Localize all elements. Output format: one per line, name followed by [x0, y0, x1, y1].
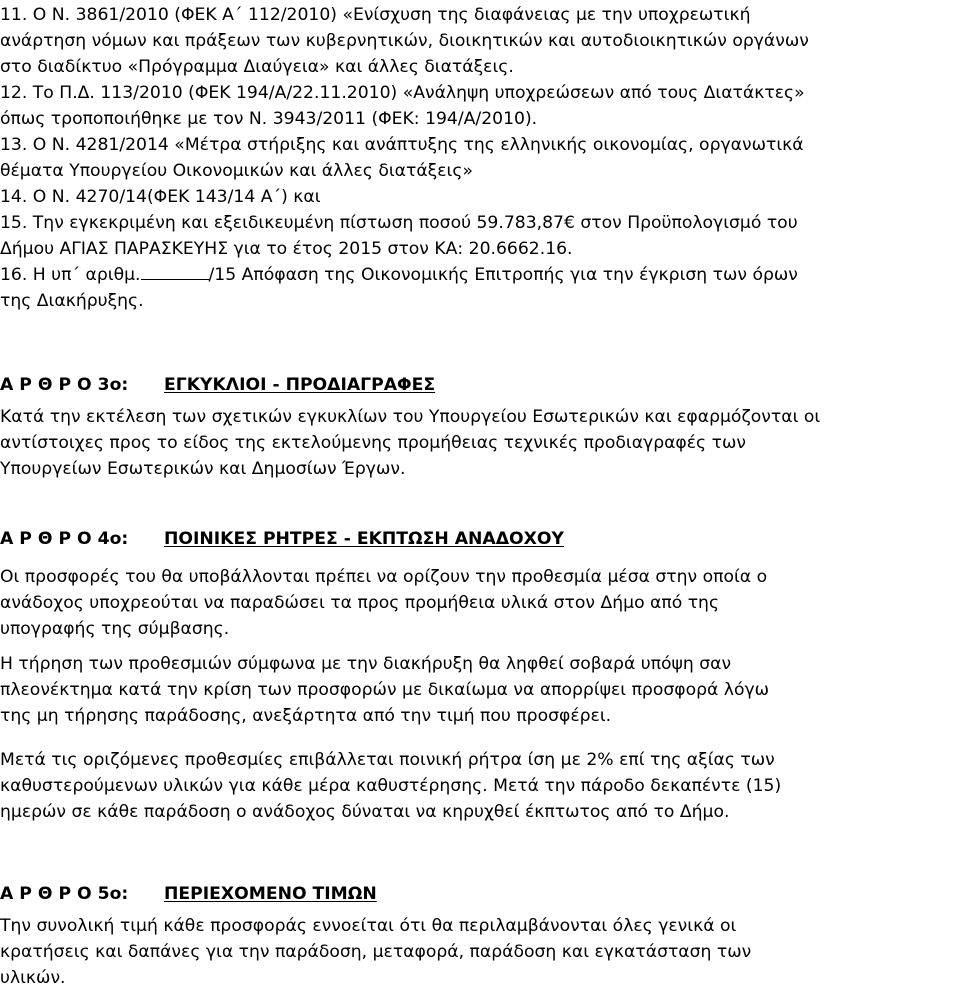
- article-4-para-3-line-2: καθυστερούμενων υλικών για κάθε μέρα καθυστέρησης. Μετά την πάροδο δεκαπέντε (15): [0, 776, 782, 796]
- article-5-text-line-1: Την συνολική τιμή κάθε προσφοράς εννοείται ότι θα περιλαμβάνονται όλες γενικά οι: [0, 916, 737, 936]
- list-item-11-line-1: 11. Ο Ν. 3861/2010 (ΦΕΚ Α΄ 112/2010) «Ενίσχυση της διαφάνειας με την υποχρεωτική: [0, 5, 751, 25]
- list-item-16-suffix: /15 Απόφαση της Οικονομικής Επιτροπής για την έγκριση των όρων: [208, 265, 798, 285]
- list-item-16-prefix: 16. Η υπ΄ αριθμ.: [0, 265, 141, 285]
- article-4-para-2-line-2: πλεονέκτημα κατά την κρίση των προσφορών με δικαίωμα να απορρίψει προσφορά λόγω: [0, 680, 770, 700]
- list-item-12-line-1: 12. Το Π.Δ. 113/2010 (ΦΕΚ 194/Α/22.11.2010) «Ανάληψη υποχρεώσεων από τους Διατάκτες»: [0, 83, 805, 103]
- blank-decision-number: [141, 265, 209, 280]
- list-item-12-line-2: όπως τροποποιήθηκε με τον Ν. 3943/2011 (ΦΕΚ: 194/Α/2010).: [0, 109, 538, 129]
- article-4-para-2-line-3: της μη τήρησης παράδοσης, ανεξάρτητα από την τιμή που προσφέρει.: [0, 706, 612, 726]
- article-3-text-line-3: Υπουργείων Εσωτερικών και Δημοσίων Έργων.: [0, 459, 406, 479]
- article-4-para-1-line-3: υπογραφής της σύμβασης.: [0, 619, 230, 639]
- article-4-para-2-line-1: Η τήρηση των προθεσμιών σύμφωνα με την διακήρυξη θα ληφθεί σοβαρά υπόψη σαν: [0, 654, 732, 674]
- article-4-para-1-line-1: Οι προσφορές του θα υποβάλλονται πρέπει να ορίζουν την προθεσμία μέσα στην οποία ο: [0, 567, 768, 587]
- list-item-13-line-1: 13. Ο Ν. 4281/2014 «Μέτρα στήριξης και ανάπτυξης της ελληνικής οικονομίας, οργανωτικά: [0, 135, 804, 155]
- article-4-title: ΠΟΙΝΙΚΕΣ ΡΗΤΡΕΣ - ΕΚΠΤΩΣΗ ΑΝΑΔΟΧΟΥ: [164, 529, 564, 549]
- list-item-15-line-2: Δήμου ΑΓΙΑΣ ΠΑΡΑΣΚΕΥΗΣ για το έτος 2015 στον ΚΑ: 20.6662.16.: [0, 239, 573, 259]
- list-item-14: 14. Ο Ν. 4270/14(ΦΕΚ 143/14 Α΄) και: [0, 187, 321, 207]
- list-item-16-line-2: της Διακήρυξης.: [0, 291, 144, 311]
- article-4-para-1-line-2: ανάδοχος υποχρεούται να παραδώσει τα προς προμήθεια υλικά στον Δήμο από της: [0, 593, 720, 613]
- article-5-heading: [0, 882, 377, 906]
- article-3-text-line-1: Κατά την εκτέλεση των σχετικών εγκυκλίων του Υπουργείου Εσωτερικών και εφαρμόζονται οι: [0, 407, 821, 427]
- article-4-label: Α Ρ Θ Ρ Ο 4ο:: [0, 529, 129, 549]
- list-item-15-line-1: 15. Την εγκεκριμένη και εξειδικευμένη πίστωση ποσού 59.783,87€ στον Προϋπολογισμό του: [0, 213, 798, 233]
- article-5-text-line-3: υλικών.: [0, 968, 66, 988]
- list-item-11-line-3: στο διαδίκτυο «Πρόγραμμα Διαύγεια» και άλλες διατάξεις.: [0, 57, 514, 77]
- article-5-title: ΠΕΡΙΕΧΟΜΕΝΟ ΤΙΜΩΝ: [164, 884, 377, 904]
- article-3-text-line-2: αντίστοιχες προς το είδος της εκτελούμενης προμήθειας τεχνικές προδιαγραφές των: [0, 433, 746, 453]
- article-3-label: Α Ρ Θ Ρ Ο 3ο:: [0, 375, 129, 395]
- list-item-11-line-2: ανάρτηση νόμων και πράξεων των κυβερνητικών, διοικητικών και αυτοδιοικητικών οργάνων: [0, 31, 809, 51]
- article-3-title: ΕΓΚΥΚΛΙΟΙ - ΠΡΟΔΙΑΓΡΑΦΕΣ: [164, 375, 436, 395]
- list-item-13-line-2: θέματα Υπουργείου Οικονομικών και άλλες διατάξεις»: [0, 161, 473, 181]
- article-5-label: Α Ρ Θ Ρ Ο 5ο:: [0, 884, 129, 904]
- article-4-para-3-line-1: Μετά τις οριζόμενες προθεσμίες επιβάλλεται ποινική ρήτρα ίση με 2% επί της αξίας των: [0, 750, 775, 770]
- article-5-text-line-2: κρατήσεις και δαπάνες για την παράδοση, μεταφορά, παράδοση και εγκατάσταση των: [0, 942, 752, 962]
- article-3-heading: [0, 373, 435, 397]
- article-4-para-3-line-3: ημερών σε κάθε παράδοση ο ανάδοχος δύναται να κηρυχθεί έκπτωτος από το Δήμο.: [0, 802, 730, 822]
- article-4-heading: [0, 527, 564, 551]
- list-item-16-line-1: [0, 263, 798, 287]
